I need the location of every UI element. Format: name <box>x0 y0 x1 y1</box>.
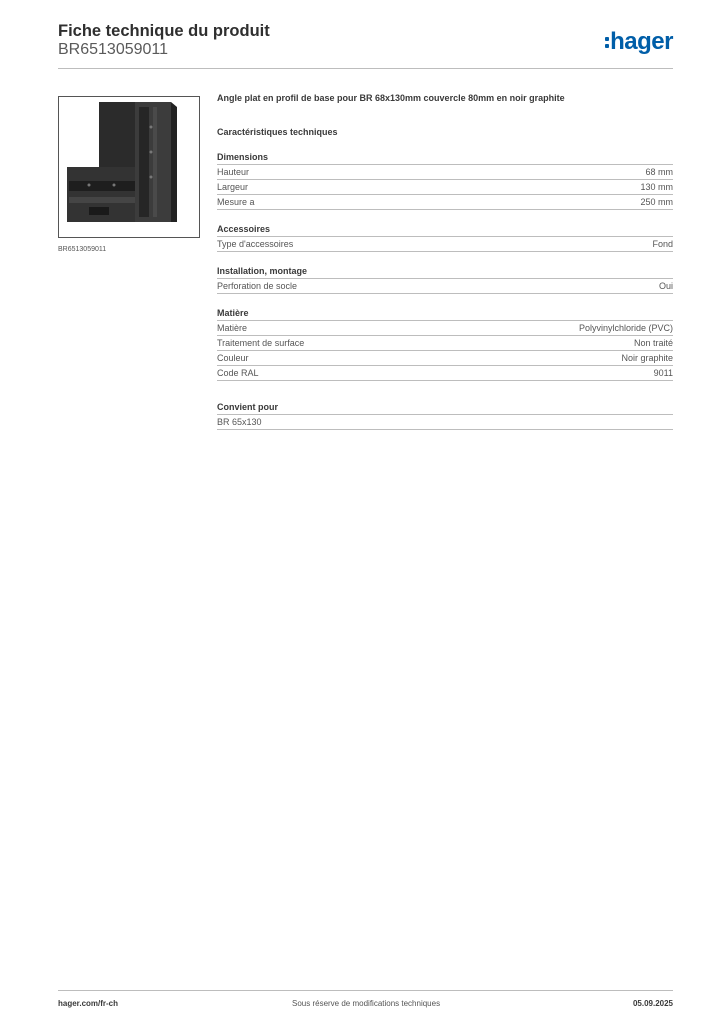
spec-section <box>217 151 673 210</box>
spec-value: 130 mm <box>640 182 673 192</box>
spec-row <box>217 195 673 210</box>
product-image <box>58 96 200 238</box>
spec-row <box>217 415 673 430</box>
spec-sections <box>217 151 673 430</box>
section-title: Convient pour <box>217 401 673 415</box>
product-description: Angle plat en profil de base pour BR 68x130mm couvercle 80mm en noir graphite <box>217 93 565 103</box>
product-code: BR6513059011 <box>58 41 169 58</box>
spec-label: Perforation de socle <box>217 281 298 291</box>
spec-label: Largeur <box>217 182 249 192</box>
logo-dots-icon <box>605 34 609 51</box>
document-title: Fiche technique du produit <box>58 22 270 40</box>
section-title: Matière <box>217 307 673 321</box>
spec-value: 68 mm <box>645 167 673 177</box>
spec-row <box>217 351 673 366</box>
spec-label: Hauteur <box>217 167 250 177</box>
spec-value: 9011 <box>653 368 673 378</box>
spec-label: Matière <box>217 323 248 333</box>
spec-content <box>217 92 673 430</box>
header-divider <box>58 68 673 69</box>
spec-label: BR 65x130 <box>217 417 262 427</box>
image-caption: BR6513059011 <box>58 246 107 253</box>
section-title: Accessoires <box>217 223 673 237</box>
spec-row <box>217 366 673 381</box>
spec-label: Couleur <box>217 353 249 363</box>
spec-row <box>217 321 673 336</box>
spec-value: Oui <box>658 281 673 291</box>
spec-value: 250 mm <box>640 197 673 207</box>
spec-row <box>217 336 673 351</box>
spec-value: Fond <box>652 239 673 249</box>
spec-label: Type d'accessoires <box>217 239 294 249</box>
section-title: Dimensions <box>217 151 673 165</box>
spec-label: Traitement de surface <box>217 338 305 348</box>
page-header <box>58 22 673 68</box>
flat-angle-product-icon <box>59 97 199 237</box>
spec-row <box>217 237 673 252</box>
spec-section <box>217 307 673 381</box>
footer-website: hager.com/fr-ch <box>58 999 119 1008</box>
spec-label: Code RAL <box>217 368 259 378</box>
spec-row <box>217 165 673 180</box>
spec-value: Non traité <box>633 338 673 348</box>
footer-date: 05.09.2025 <box>632 999 673 1008</box>
spec-row <box>217 180 673 195</box>
spec-value: Noir graphite <box>621 353 673 363</box>
footer-divider <box>58 990 673 991</box>
spec-label: Mesure a <box>217 197 255 207</box>
spec-section <box>217 265 673 294</box>
hager-logo <box>605 28 673 56</box>
logo-text: hager <box>610 28 673 55</box>
spec-row <box>217 279 673 294</box>
spec-value: Polyvinylchloride (PVC) <box>578 323 673 333</box>
section-title: Installation, montage <box>217 265 673 279</box>
spec-section <box>217 401 673 430</box>
footer-notice: Sous réserve de modifications techniques <box>292 999 441 1008</box>
specs-heading: Caractéristiques techniques <box>217 127 338 137</box>
spec-section <box>217 223 673 252</box>
